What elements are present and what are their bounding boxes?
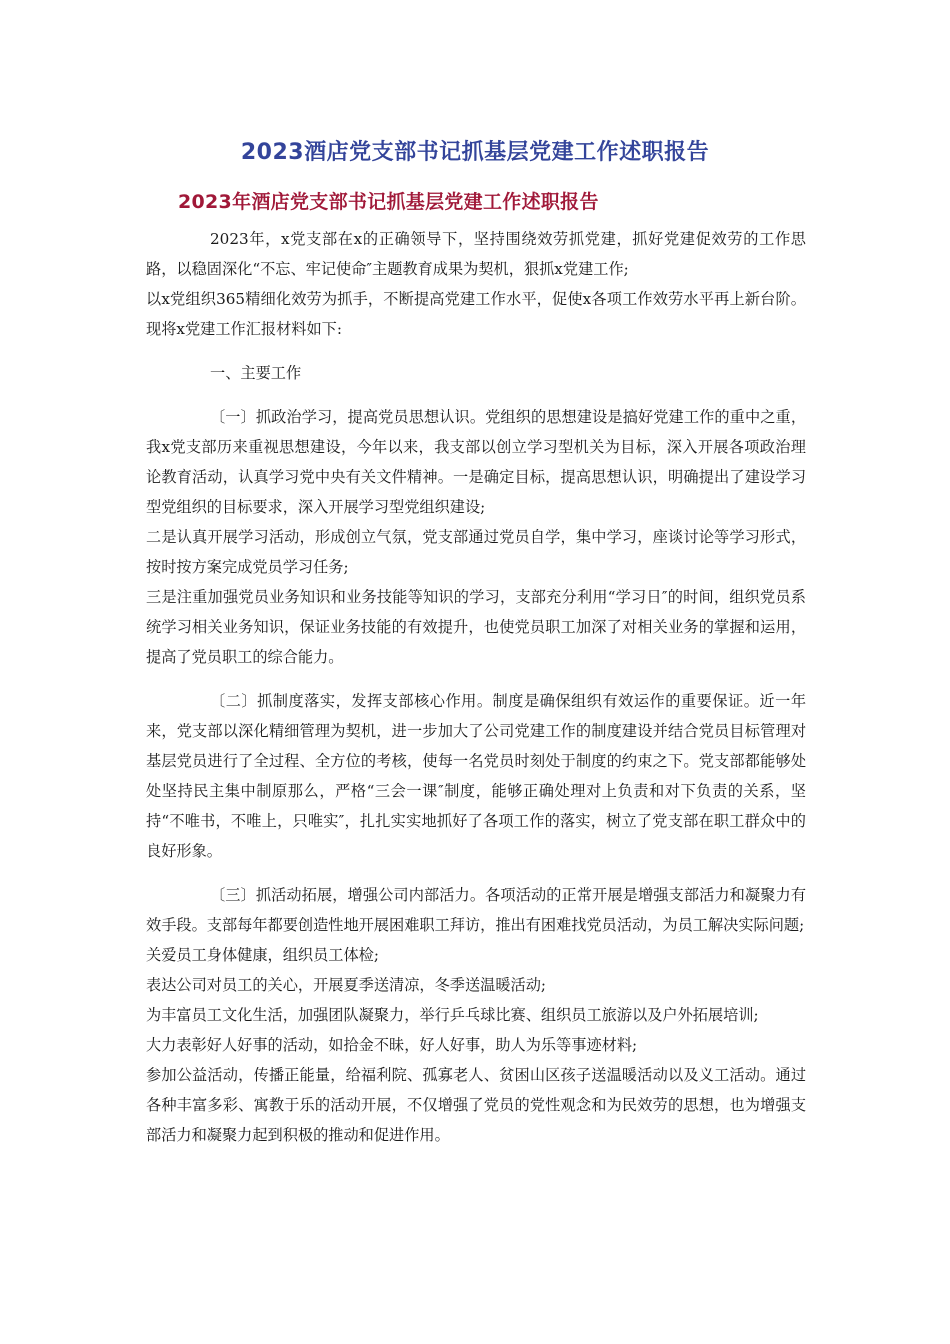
paragraph-intro: 2023年，x党支部在x的正确领导下，坚持围绕效劳抓党建，抓好党建促效劳的工作思路，以稳固深化“不忘、牢记使命″主题教育成果为契机，狠抓x党建工作; xyxy=(146,230,806,278)
paragraph-public-welfare: 参加公益活动，传播正能量，给福利院、孤寡老人、贫困山区孩子送温暖活动以及义工活动。通过各种丰富多彩、寓教于乐的活动开展，不仅增强了党员的党性观念和为民效劳的思想，也为增强支部活力和凝聚力起到积极的推动和促进作用。 xyxy=(146,1066,806,1144)
paragraph-business-knowledge: 三是注重加强党员业务知识和业务技能等知识的学习，支部充分利用“学习日″的时间，组织党员系统学习相关业务知识，保证业务技能的有效提升，也使党员职工加深了对相关业务的掌握和运用，提高了党员职工的综合能力。 xyxy=(146,588,806,666)
document-title: 2023酒店党支部书记抓基层党建工作述职报告 xyxy=(240,140,710,165)
paragraph-cultural-life: 为丰富员工文化生活，加强团队凝聚力，举行乒乓球比赛、组织员工旅游以及户外拓展培训; xyxy=(146,1006,759,1024)
paragraph-health-check: 关爱员工身体健康，组织员工体检; xyxy=(146,946,379,964)
document-body xyxy=(146,224,806,1150)
paragraph-political-study: 〔一〕抓政治学习，提高党员思想认识。党组织的思想建设是搞好党建工作的重中之重，我x党支部历来重视思想建设，今年以来，我支部以创立学习型机关为目标，深入开展各项政治理论教育活动，认真学习党中央有关文件精神。一是确定目标，提高思想认识，明确提出了建设学习型党组织的目标要求，深入开展学习型党组织建设; xyxy=(146,408,806,516)
paragraph-intro-continued: 以x党组织365精细化效劳为抓手，不断提高党建工作水平，促使x各项工作效劳水平再上新台阶。现将x党建工作汇报材料如下: xyxy=(146,290,806,338)
section-heading-main-work: 一、主要工作 xyxy=(210,364,302,382)
paragraph-system-implementation: 〔二〕抓制度落实，发挥支部核心作用。制度是确保组织有效运作的重要保证。近一年来，党支部以深化精细管理为契机，进一步加大了公司党建工作的制度建设并结合党员目标管理对基层党员进行了全过程、全方位的考核，使每一名党员时刻处于制度的约束之下。党支部都能够处处坚持民主集中制原那么，严格“三会一课″制度，能够正确处理对上负责和对下负责的关系，坚持“不唯书，不唯上，只唯实″，扎扎实实地抓好了各项工作的落实，树立了党支部在职工群众中的良好形象。 xyxy=(146,692,806,860)
paragraph-study-activities: 二是认真开展学习活动，形成创立气氛，党支部通过党员自学，集中学习，座谈讨论等学习形式，按时按方案完成党员学习任务; xyxy=(146,528,806,576)
paragraph-activity-expansion: 〔三〕抓活动拓展，增强公司内部活力。各项活动的正常开展是增强支部活力和凝聚力有效手段。支部每年都要创造性地开展困难职工拜访，推出有困难找党员活动，为员工解决实际问题; xyxy=(146,886,806,934)
paragraph-employee-care: 表达公司对员工的关心，开展夏季送清凉，冬季送温暖活动; xyxy=(146,976,546,994)
document-subtitle: 2023年酒店党支部书记抓基层党建工作述职报告 xyxy=(178,191,599,213)
paragraph-good-deeds: 大力表彰好人好事的活动，如拾金不昧，好人好事，助人为乐等事迹材料; xyxy=(146,1036,638,1054)
